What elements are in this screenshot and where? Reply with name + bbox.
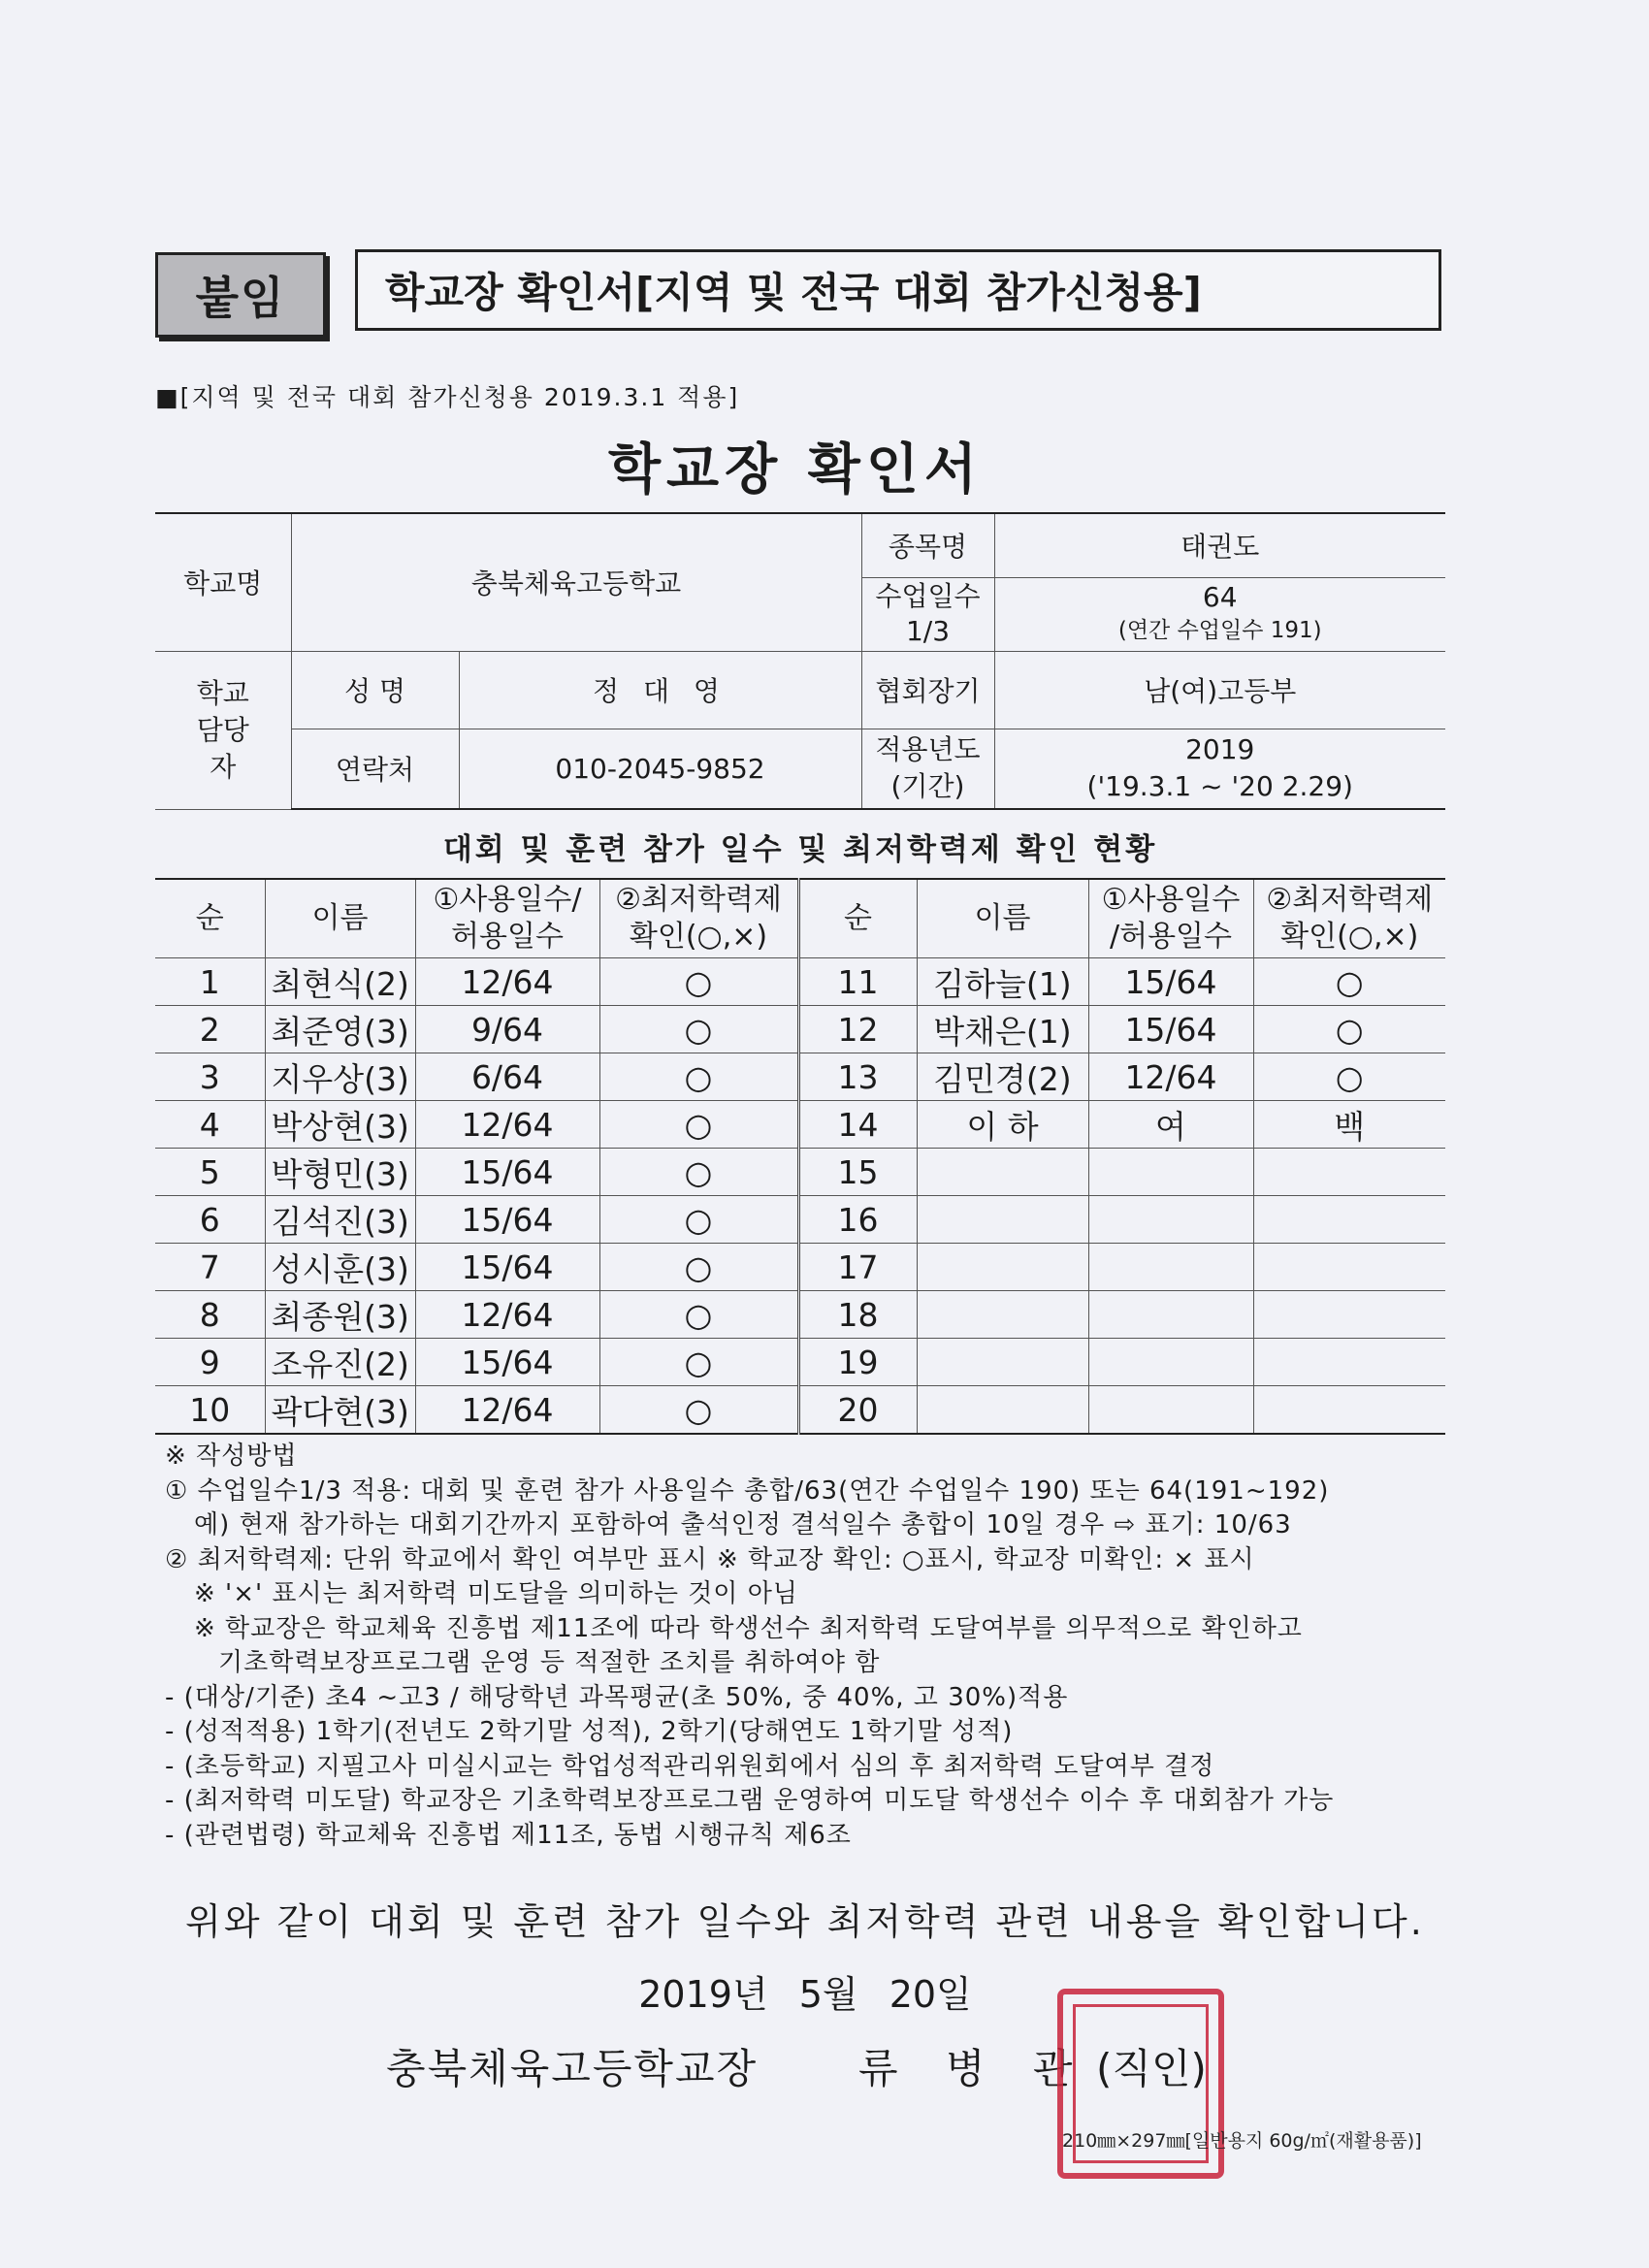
academic-check: ○ <box>599 1291 798 1339</box>
row-number: 6 <box>155 1196 265 1244</box>
used-days-right <box>1088 1339 1253 1386</box>
document-title: 학교장 확인서 <box>607 438 984 502</box>
sport-label: 종목명 <box>861 513 994 577</box>
student-name: 조유진(2) <box>265 1339 415 1386</box>
used-days: 15/64 <box>415 1149 599 1196</box>
row-number-right: 15 <box>798 1149 917 1196</box>
school-value: 충북체육고등학교 <box>291 513 861 651</box>
academic-check-right: 백 <box>1253 1101 1445 1149</box>
year-period: ('19.3.1 ~ '20 2.29) <box>1086 770 1353 803</box>
seal-note: (직인) <box>1096 2045 1207 2092</box>
school-info-table <box>155 512 1445 810</box>
row-number: 2 <box>155 1006 265 1053</box>
method-line: ※ 학교장은 학교체육 진흥법 제11조에 따라 학생선수 최저학력 도달여부를 의무적으로 확인하고 <box>194 1613 1303 1643</box>
table-row <box>155 1006 1445 1053</box>
principal-name: 류 병 관 <box>858 2045 1090 2092</box>
method-line: - (초등학교) 지필고사 미실시교는 학업성적관리위원회에서 심의 후 최저학력 도달여부 결정 <box>165 1751 1215 1781</box>
used-days-right <box>1088 1196 1253 1244</box>
row-number-right: 14 <box>798 1101 917 1149</box>
used-days: 9/64 <box>415 1006 599 1053</box>
used-days-right: 여 <box>1088 1101 1253 1149</box>
header-title: 학교장 확인서[지역 및 전국 대회 참가신청용] <box>355 249 1441 331</box>
used-days: 6/64 <box>415 1053 599 1101</box>
year-value: 2019 <box>1185 733 1255 766</box>
row-number-right: 16 <box>798 1196 917 1244</box>
academic-check-right <box>1253 1196 1445 1244</box>
method-line: 기초학력보장프로그램 운영 등 적절한 조치를 취하여야 함 <box>218 1648 881 1677</box>
student-name: 김석진(3) <box>265 1196 415 1244</box>
status-section-title: 대회 및 훈련 참가 일수 및 최저학력제 확인 현황 <box>442 832 1158 867</box>
writing-method-notes <box>165 1440 1455 1853</box>
person-label: 학교 담당자 <box>155 651 291 809</box>
academic-check: ○ <box>599 958 798 1006</box>
student-name: 성시훈(3) <box>265 1244 415 1291</box>
days-cell <box>994 577 1445 651</box>
applicable-note: ■[지역 및 전국 대회 참가신청용 2019.3.1 적용] <box>155 383 740 411</box>
student-name: 지우상(3) <box>265 1053 415 1101</box>
name-value: 정 대 영 <box>459 651 861 729</box>
header-no-right: 순 <box>798 879 917 958</box>
method-line: ※ 작성방법 <box>165 1442 298 1471</box>
assoc-label: 협회장기 <box>861 651 994 729</box>
attendance-header-row <box>155 879 1445 958</box>
header-days: ①사용일수/ 허용일수 <box>415 879 599 958</box>
header-check: ②최저학력제 확인(○,×) <box>599 879 798 958</box>
header-no: 순 <box>155 879 265 958</box>
row-number-right: 12 <box>798 1006 917 1053</box>
student-name-right <box>917 1196 1088 1244</box>
row-number: 1 <box>155 958 265 1006</box>
row-number: 3 <box>155 1053 265 1101</box>
used-days: 12/64 <box>415 1386 599 1435</box>
academic-check-right <box>1253 1244 1445 1291</box>
days-label: 수업일수 1/3 <box>861 577 994 651</box>
student-name: 최현식(2) <box>265 958 415 1006</box>
row-number: 5 <box>155 1149 265 1196</box>
row-number-right: 18 <box>798 1291 917 1339</box>
method-line: - (관련법령) 학교체육 진흥법 제11조, 동법 시행규칙 제6조 <box>165 1820 852 1850</box>
table-row <box>155 1053 1445 1101</box>
academic-check-right <box>1253 1386 1445 1435</box>
academic-check: ○ <box>599 1244 798 1291</box>
academic-check: ○ <box>599 1101 798 1149</box>
academic-check-right: ○ <box>1253 1006 1445 1053</box>
academic-check: ○ <box>599 1386 798 1435</box>
row-number: 9 <box>155 1339 265 1386</box>
student-name: 최준영(3) <box>265 1006 415 1053</box>
table-row <box>155 1386 1445 1435</box>
used-days-right <box>1088 1149 1253 1196</box>
used-days: 12/64 <box>415 1101 599 1149</box>
academic-check: ○ <box>599 1149 798 1196</box>
table-row <box>155 1149 1445 1196</box>
header-days-right: ①사용일수 /허용일수 <box>1088 879 1253 958</box>
method-line: ① 수업일수1/3 적용: 대회 및 훈련 참가 사용일수 총합/63(연간 수업일수 190) 또는 64(191~192) <box>165 1475 1330 1506</box>
assoc-value: 남(여)고등부 <box>994 651 1445 729</box>
table-row <box>155 1339 1445 1386</box>
principal-title: 충북체육고등학교장 <box>386 2045 759 2092</box>
method-line: - (최저학력 미도달) 학교장은 기초학력보장프로그램 운영하여 미도달 학생선수 이수 후 대회참가 가능 <box>165 1786 1335 1815</box>
row-number: 7 <box>155 1244 265 1291</box>
table-row <box>155 1244 1445 1291</box>
used-days-right: 15/64 <box>1088 1006 1253 1053</box>
method-line: 예) 현재 참가하는 대회기간까지 포함하여 출석인정 결석일수 총합이 10일 경우 ⇨ 표기: 10/63 <box>194 1510 1292 1539</box>
student-name: 박형민(3) <box>265 1149 415 1196</box>
academic-check-right <box>1253 1149 1445 1196</box>
method-line: ② 최저학력제: 단위 학교에서 확인 여부만 표시 ※ 학교장 확인: ○표시, 학교장 미확인: × 표시 <box>165 1544 1255 1574</box>
student-name: 박상현(3) <box>265 1101 415 1149</box>
academic-check-right: ○ <box>1253 958 1445 1006</box>
student-name-right <box>917 1339 1088 1386</box>
academic-check-right <box>1253 1339 1445 1386</box>
used-days: 15/64 <box>415 1339 599 1386</box>
used-days: 12/64 <box>415 1291 599 1339</box>
table-row <box>155 1291 1445 1339</box>
header-name-right: 이름 <box>917 879 1088 958</box>
method-line: - (대상/기준) 초4 ~고3 / 해당학년 과목평균(초 50%, 중 40%, 고 30%)적용 <box>165 1682 1069 1712</box>
student-name-right <box>917 1149 1088 1196</box>
row-number-right: 20 <box>798 1386 917 1435</box>
sport-value: 태권도 <box>994 513 1445 577</box>
document-date: 2019년 5월 20일 <box>638 1973 972 2016</box>
row-number-right: 19 <box>798 1339 917 1386</box>
academic-check: ○ <box>599 1006 798 1053</box>
academic-check: ○ <box>599 1053 798 1101</box>
row-number: 8 <box>155 1291 265 1339</box>
used-days-right <box>1088 1244 1253 1291</box>
row-number-right: 13 <box>798 1053 917 1101</box>
table-row <box>155 958 1445 1006</box>
used-days: 15/64 <box>415 1196 599 1244</box>
contact-label: 연락처 <box>291 729 459 809</box>
student-name-right <box>917 1386 1088 1435</box>
row-number: 10 <box>155 1386 265 1435</box>
header-check-right: ②최저학력제 확인(○,×) <box>1253 879 1445 958</box>
table-row <box>155 1101 1445 1149</box>
student-name-right: 박채은(1) <box>917 1006 1088 1053</box>
year-label: 적용년도 (기간) <box>861 729 994 809</box>
used-days-right <box>1088 1386 1253 1435</box>
method-line: - (성적적용) 1학기(전년도 2학기말 성적), 2학기(당해연도 1학기말 성적) <box>165 1717 1014 1746</box>
table-row <box>155 1196 1445 1244</box>
row-number-right: 17 <box>798 1244 917 1291</box>
academic-check: ○ <box>599 1339 798 1386</box>
academic-check-right: ○ <box>1253 1053 1445 1101</box>
academic-check: ○ <box>599 1196 798 1244</box>
paper-spec-note: 210㎜×297㎜[일반용지 60g/㎡(재활용품)] <box>1062 2130 1422 2152</box>
student-name-right <box>917 1244 1088 1291</box>
student-name-right <box>917 1291 1088 1339</box>
used-days: 12/64 <box>415 958 599 1006</box>
academic-check-right <box>1253 1291 1445 1339</box>
student-name-right: 김민경(2) <box>917 1053 1088 1101</box>
row-number-right: 11 <box>798 958 917 1006</box>
header-name: 이름 <box>265 879 415 958</box>
row-number: 4 <box>155 1101 265 1149</box>
attendance-table <box>155 878 1445 1435</box>
student-name: 최종원(3) <box>265 1291 415 1339</box>
student-name-right: 김하늘(1) <box>917 958 1088 1006</box>
name-label: 성 명 <box>291 651 459 729</box>
used-days-right <box>1088 1291 1253 1339</box>
days-value: 64 <box>1202 581 1238 613</box>
used-days-right: 15/64 <box>1088 958 1253 1006</box>
days-note: (연간 수업일수 191) <box>1117 618 1322 643</box>
year-cell <box>994 729 1445 809</box>
confirmation-statement: 위와 같이 대회 및 훈련 참가 일수와 최저학력 관련 내용을 확인합니다. <box>185 1900 1425 1943</box>
used-days-right: 12/64 <box>1088 1053 1253 1101</box>
method-line: ※ '×' 표시는 최저학력 미도달을 의미하는 것이 아님 <box>194 1579 798 1608</box>
attachment-badge: 붙임 <box>155 252 326 338</box>
contact-value: 010-2045-9852 <box>459 729 861 809</box>
used-days: 15/64 <box>415 1244 599 1291</box>
school-label: 학교명 <box>155 513 291 651</box>
student-name: 곽다현(3) <box>265 1386 415 1435</box>
student-name-right: 이 하 <box>917 1101 1088 1149</box>
